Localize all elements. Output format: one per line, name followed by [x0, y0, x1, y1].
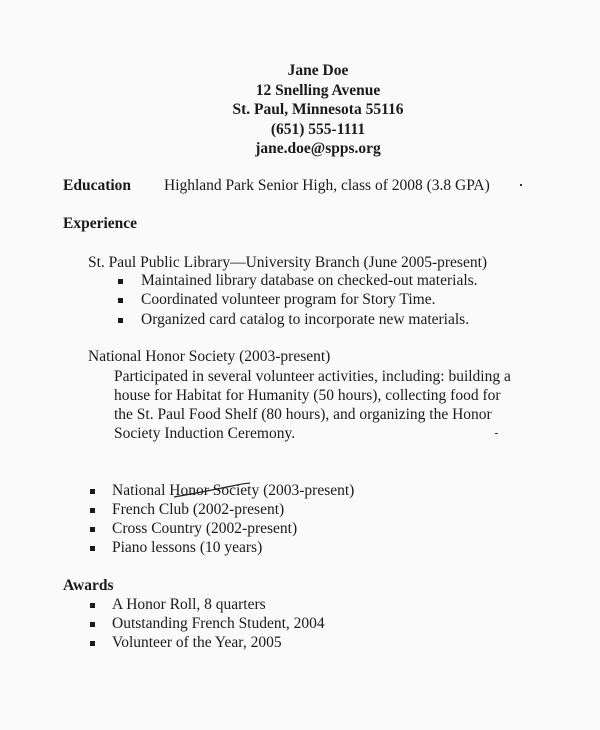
experience-heading: Experience: [63, 215, 138, 232]
description-line: Society Induction Ceremony.: [114, 425, 296, 442]
list-item: Cross Country (2002-present): [112, 520, 298, 537]
list-item: Piano lessons (10 years): [112, 539, 263, 556]
bullet-icon: [90, 489, 95, 494]
bullet-icon: [90, 641, 95, 646]
bullet-icon: [118, 279, 123, 284]
bullet-icon: [90, 603, 95, 608]
list-item: A Honor Roll, 8 quarters: [112, 596, 266, 613]
description-line: house for Habitat for Humanity (50 hours), collecting food for: [114, 387, 501, 404]
bullet-icon: [90, 622, 95, 627]
bullet-icon: [90, 546, 95, 551]
awards-heading: Awards: [63, 577, 114, 594]
bullet-icon: [90, 508, 95, 513]
street-address: 12 Snelling Avenue: [255, 81, 381, 99]
description-line: Participated in several volunteer activities, including: building a: [114, 368, 511, 385]
description-line: the St. Paul Food Shelf (80 hours), and organizing the Honor: [114, 406, 492, 423]
job-title: National Honor Society (2003-present): [88, 348, 331, 365]
education-detail: Highland Park Senior High, class of 2008 (3.8 GPA): [164, 177, 490, 194]
list-item: National Honor Society (2003-present): [112, 482, 355, 499]
list-item: Coordinated volunteer program for Story Time.: [141, 291, 436, 308]
applicant-name: Jane Doe: [287, 62, 349, 79]
list-item: Volunteer of the Year, 2005: [112, 634, 282, 651]
list-item: Organized card catalog to incorporate new materials.: [141, 311, 470, 328]
education-heading: Education: [63, 177, 132, 194]
bullet-icon: [118, 318, 123, 323]
stray-dash-mark: [495, 433, 498, 434]
list-item: Outstanding French Student, 2004: [112, 615, 325, 632]
list-item: Maintained library database on checked-out materials.: [141, 272, 478, 289]
job-title: St. Paul Public Library—University Branch (June 2005-present): [88, 254, 488, 271]
bullet-icon: [90, 527, 95, 532]
email-address: jane.doe@spps.org: [255, 140, 381, 157]
list-item: French Club (2002-present): [112, 501, 285, 518]
city-state-zip: St. Paul, Minnesota 55116: [232, 101, 404, 118]
phone-number: (651) 555-1111: [270, 120, 366, 138]
contact-header: [0, 61, 600, 159]
bullet-icon: [118, 298, 123, 303]
stray-dot-mark: [520, 184, 522, 186]
